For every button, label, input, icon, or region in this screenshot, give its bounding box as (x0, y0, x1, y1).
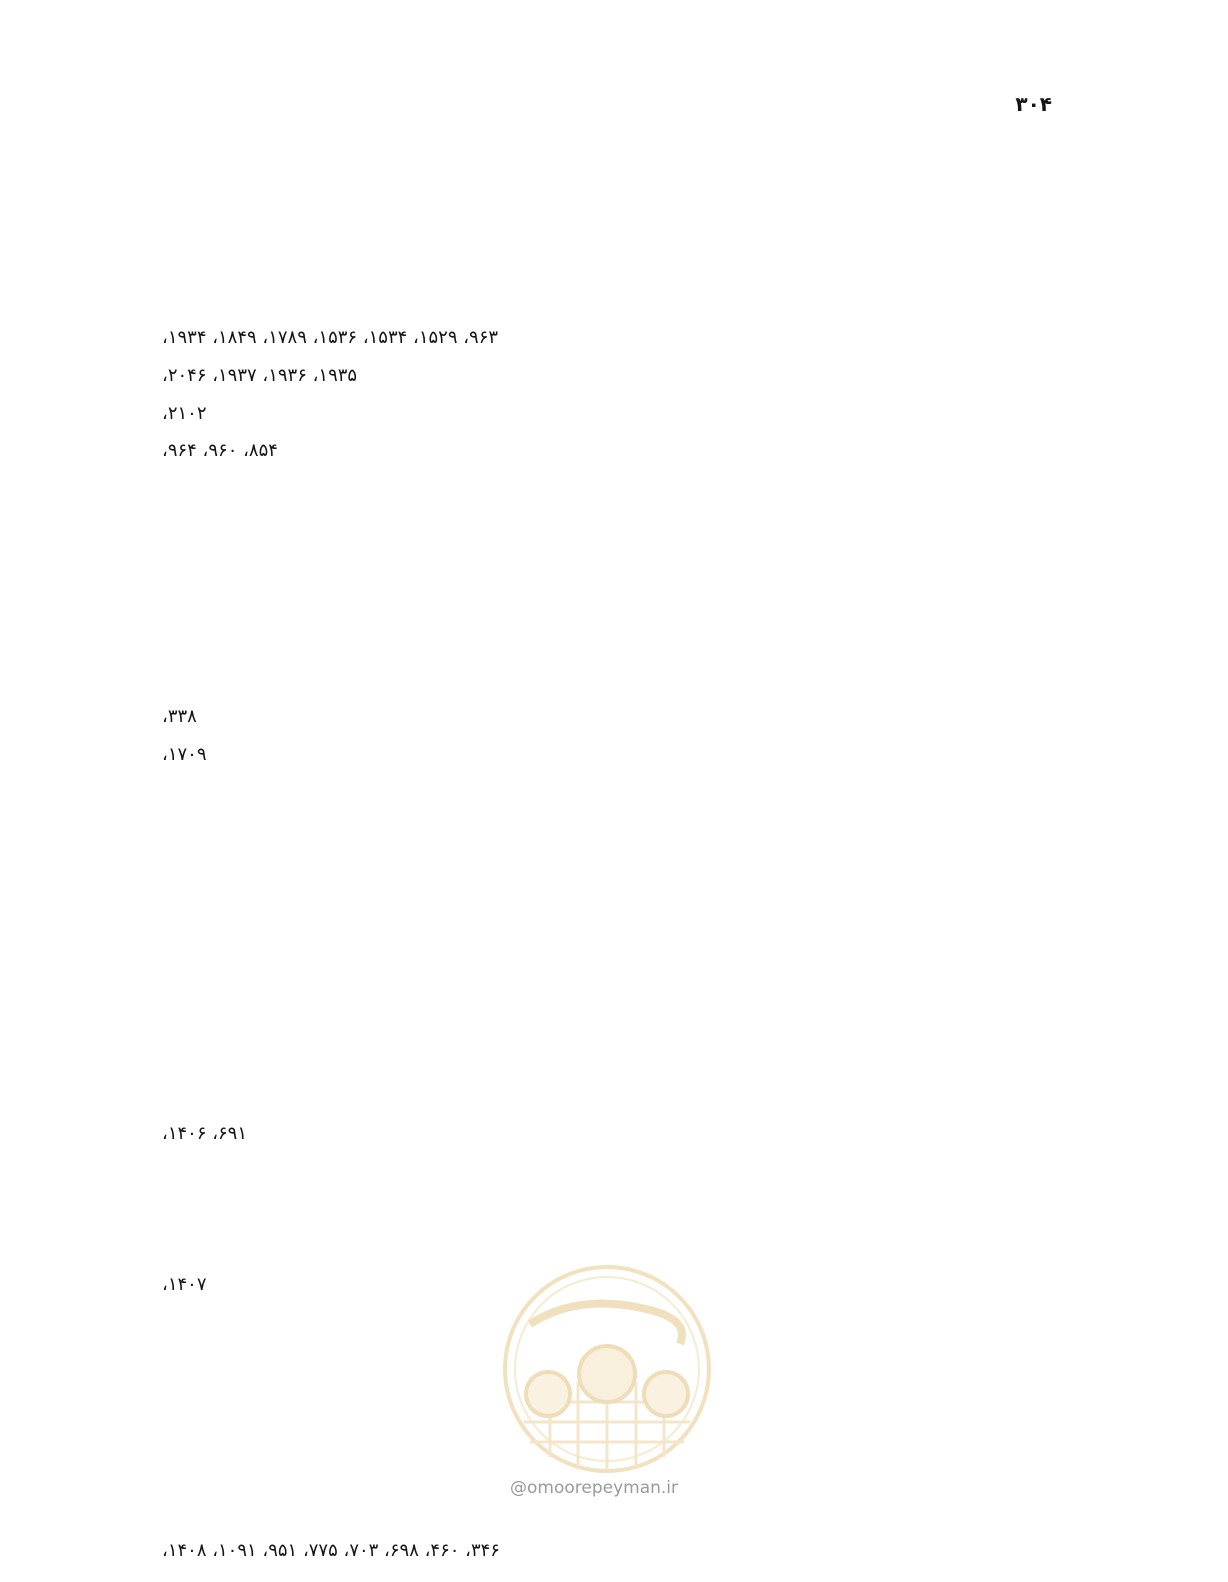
page-references: ۸۵۴، ۹۶۰، ۹۶۴، (162, 440, 278, 462)
page-references: ۱۷۰۹، (162, 743, 207, 765)
page-references: ۱۹۳۵، ۱۹۳۶، ۱۹۳۷، ۲۰۴۶، (162, 364, 358, 386)
page-references: ۳۴۶، ۴۶۰، ۶۹۸، ۷۰۳، ۷۷۵، ۹۵۱، ۱۰۹۱، ۱۴۰۸، (162, 1539, 500, 1561)
page-number: ۳۰۴ (1015, 92, 1052, 116)
watermark-seal-icon (500, 1262, 714, 1476)
page-references: ۱۴۰۷، (162, 1274, 207, 1296)
page-references: ۶۹۱، ۱۴۰۶، (162, 1122, 248, 1144)
page-references: ۳۳۸، (162, 705, 197, 727)
page-references: ۹۶۳، ۱۵۲۹، ۱۵۳۴، ۱۵۳۶، ۱۷۸۹، ۱۸۴۹، ۱۹۳۴، (162, 326, 499, 348)
page-references: ۲۱۰۲، (162, 402, 207, 424)
watermark-url: @omoorepeyman.ir (510, 1478, 679, 1498)
